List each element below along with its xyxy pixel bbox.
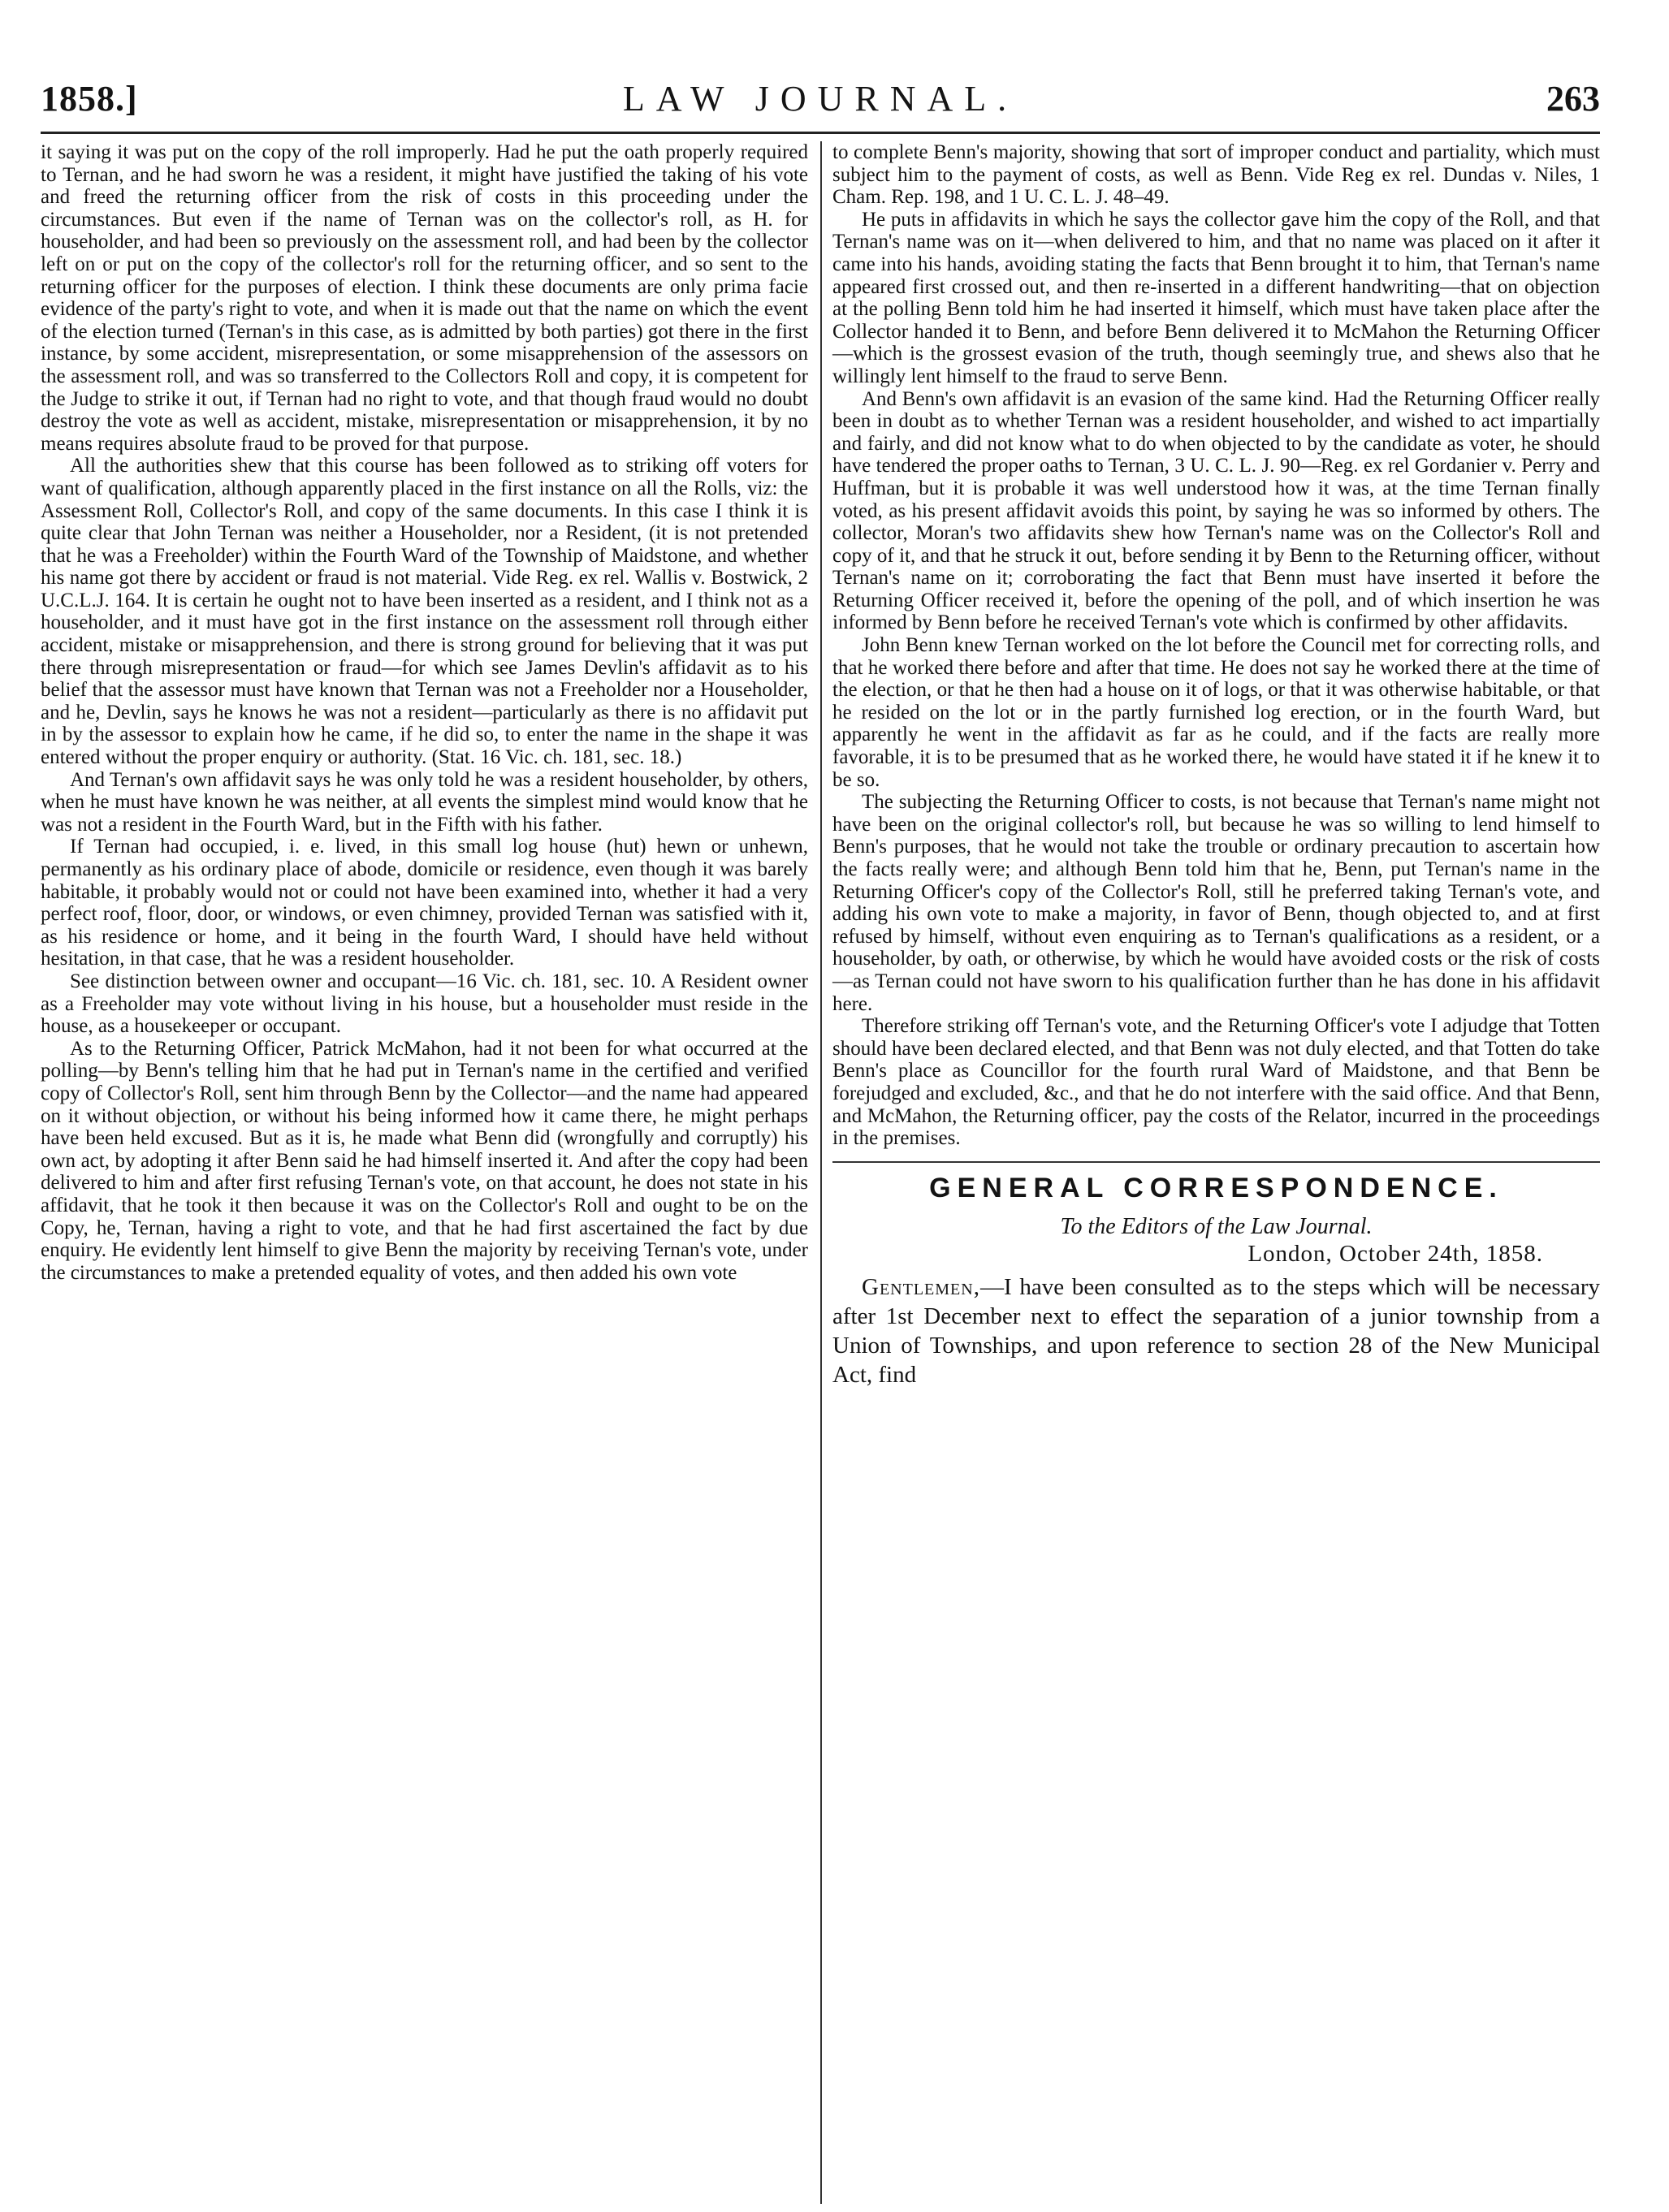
paragraph: And Ternan's own affidavit says he was only told he was a resident householder, by others, when he must have known he was neither, at all events the simplest mind would know that he was not a resident in the Fourth Ward, but in the Fifth with his father. — [41, 768, 808, 836]
letter-salutation: Gentlemen, — [862, 1273, 980, 1300]
page-header — [41, 78, 1600, 127]
letter-text: —I have been consulted as to the steps which will be necessary after 1st December next to effect the separation of a junior township from a Union of Townships, and upon reference to section 28 of the New Municipal Act, find — [832, 1273, 1600, 1388]
column-divider — [820, 141, 822, 2204]
paragraph: Therefore striking off Ternan's vote, and the Returning Officer's vote I adjudge that Totten should have been declared elected, and that Benn was not duly elected, and that Totten do take Benn's place as Councillor for the fourth rural Ward of Maidstone, and that Benn be forejudged and excluded, &c., and that he do not interfere with the said office. And that Benn, and McMahon, the Returning officer, pay the costs of the Relator, incurred in the proceedings in the premises. — [832, 1015, 1600, 1150]
paragraph: it saying it was put on the copy of the roll improperly. Had he put the oath properly required to Ternan, and he had sworn he was a resident, it might have justified the taking of his vote and freed the returning officer from the risk of costs in this proceeding under the circumstances. But even if the name of Ternan was on the collector's roll, as H. for householder, and had been so previously on the assessment roll, and had been by the collector left on or put on the copy of the collector's roll for the returning officer, and so sent to the returning officer for the purposes of election. I think these documents are only prima facie evidence of the party's right to vote, and when it is made out that the name on which the event of the election turned (Ternan's in this case, as is admitted by both parties) got there in the first instance, by some accident, misrepresentation, or some misapprehension of the assessors on the assessment roll, and was so transferred to the Collectors Roll and copy, it is competent for the Judge to strike it out, if Ternan had no right to vote, and that though fraud would no doubt destroy the vote as well as accident, mistake, misrepresentation or misapprehension, it by no means requires absolute fraud to be proved for that purpose. — [41, 141, 808, 455]
letter-dateline: London, October 24th, 1858. — [1247, 1240, 1543, 1267]
journal-title: LAW JOURNAL. — [622, 79, 1018, 119]
letter-address: To the Editors of the Law Journal. — [1060, 1214, 1373, 1240]
paragraph: As to the Returning Officer, Patrick McMahon, had it not been for what occurred at the polling—by Benn's telling him that he had put in Ternan's name in the certified and verified copy of Collector's Roll, sent him through Benn by the Collector—and the name had appeared on it without objection, or without his being informed how it came there, he might perhaps have been held excused. But as it is, he made what Benn did (wrongfully and corruptly) his own act, by adopting it after Benn said he had himself inserted it. And after the copy had been delivered to him and after first refusing Ternan's vote, on that account, he does not state in his affidavit, that he took it then because it was on the Collector's Roll and ought to be on the Copy, he, Ternan, having a right to vote, and that he had first ascertained the fact by due enquiry. He evidently lent himself to give Benn the majority by receiving Ternan's vote, under the circumstances to make a pretended equality of votes, and then added his own vote — [41, 1037, 808, 1284]
paragraph: If Ternan had occupied, i. e. lived, in this small log house (hut) hewn or unhewn, permanently as his ordinary place of abode, domicile or residence, even though it was barely habitable, it probably would not or could not have been examined into, whether it had a very perfect roof, floor, door, or windows, or even chimney, provided Ternan was satisfied with it, as his residence or home, and it being in the fourth Ward, I should have held without hesitation, in that case, that he was a resident householder. — [41, 836, 808, 970]
paragraph: He puts in affidavits in which he says the collector gave him the copy of the Roll, and that Ternan's name was on it—when delivered to him, and that no name was placed on it after it came into his hands, avoiding stating the facts that Benn brought it to him, that Ternan's name appeared first crossed out, and then re-inserted in a different handwriting—that on objection at the polling Benn told him he had inserted it himself, which must have taken place after the Collector handed it to Benn, and before Benn delivered it to McMahon the Returning Officer—which is the grossest evasion of the truth, though seemingly true, and shews also that he willingly lent himself to the fraud to serve Benn. — [832, 208, 1600, 387]
paragraph: See distinction between owner and occupant—16 Vic. ch. 181, sec. 10. A Resident owner as a Freeholder may vote without living in his house, but a householder must reside in the house, as a housekeeper or occupant. — [41, 970, 808, 1038]
paragraph: to complete Benn's majority, showing that sort of improper conduct and partiality, which must subject him to the payment of costs, as well as Benn. Vide Reg ex rel. Dundas v. Niles, 1 Cham. Rep. 198, and 1 U. C. L. J. 48–49. — [832, 141, 1600, 209]
header-rule — [41, 132, 1600, 134]
page-number: 263 — [1546, 79, 1600, 119]
paragraph: And Benn's own affidavit is an evasion of the same kind. Had the Returning Officer really been in doubt as to whether Ternan was a resident householder, and wished to act impartially and fairly, and did not know what to do when objected to by the candidate as voter, he should have tendered the proper oaths to Ternan, 3 U. C. L. J. 90—Reg. ex rel Gordanier v. Perry and Huffman, but it is probable it was well understood how it was, at the time Ternan finally voted, as his present affidavit avoids this point, by saying he was so informed by others. The collector, Moran's two affidavits shew how Ternan's name was on the Collector's Roll and copy of it, and that he struck it out, before sending it by Benn to the Returning officer, without Ternan's name on it; corroborating the fact that Benn must have inserted it before the Returning Officer received it, before the opening of the poll, and of which insertion he was informed by Benn before he received Ternan's vote which is confirmed by other affidavits. — [832, 387, 1600, 634]
header-year: 1858.] — [41, 79, 138, 119]
paragraph: All the authorities shew that this course has been followed as to striking off voters for want of qualification, although apparently placed in the first instance on all the Rolls, viz: the Assessment Roll, Collector's Roll, and copy of the same documents. In this case I think it is quite clear that John Ternan was neither a Householder, nor a Resident, (it is not pretended that he was a Freeholder) within the Fourth Ward of the Township of Maidstone, and whether his name got there by accident or fraud is not material. Vide Reg. ex rel. Wallis v. Bostwick, 2 U.C.L.J. 164. It is certain he ought not to have been inserted as a resident, and I think not as a householder, and it must have got in the first instance on the assessment roll through either accident, mistake or misapprehension, and there is strong ground for believing that it was put there through misrepresentation or fraud—for which see James Devlin's affidavit as to his belief that the assessor must have known that Ternan was not a Freeholder nor a Householder, and he, Devlin, says he knows he was not a resident—particularly as there is no affidavit put in by the assessor to explain how he came, if he did so, to enter the name in the shape it was entered without the proper enquiry or authority. (Stat. 16 Vic. ch. 181, sec. 18.) — [41, 455, 808, 769]
section-rule — [832, 1161, 1600, 1163]
left-column — [41, 141, 808, 1284]
journal-page — [41, 0, 1600, 2212]
paragraph: The subjecting the Returning Officer to costs, is not because that Ternan's name might not have been on the original collector's roll, but because he was so willing to lend himself to Benn's purposes, that he would not take the trouble or ordinary precaution to ascertain how the facts really were; and although Benn told him that he, Benn, put Ternan's name in the Returning Officer's copy of the Collector's Roll, still he preferred taking Ternan's vote, and adding his own vote to make a majority, in favor of Benn, though objected to, and at first refused by himself, without even enquiring as to Ternan's qualifications as a resident, or a householder, by oath, or otherwise, by which he would have avoided costs or the risk of costs—as Ternan could not have sworn to his qualification further than he has done in his affidavit here. — [832, 791, 1600, 1015]
paragraph: John Benn knew Ternan worked on the lot before the Council met for correcting rolls, and that he worked there before and after that time. He does not say he worked there at the time of the election, or that he then had a house on it of logs, or that it was otherwise habitable, or that he resided on the lot or in the partly furnished log erection, or in the fourth Ward, but apparently he went in the affidavit as far as he could, and if the facts are really more favorable, it is to be presumed that as he worked there, he would have stated it if he knew it to be so. — [832, 634, 1600, 791]
section-title: GENERAL CORRESPONDENCE. — [929, 1172, 1503, 1203]
letter-body — [832, 1272, 1600, 1389]
right-column — [832, 141, 1600, 1389]
